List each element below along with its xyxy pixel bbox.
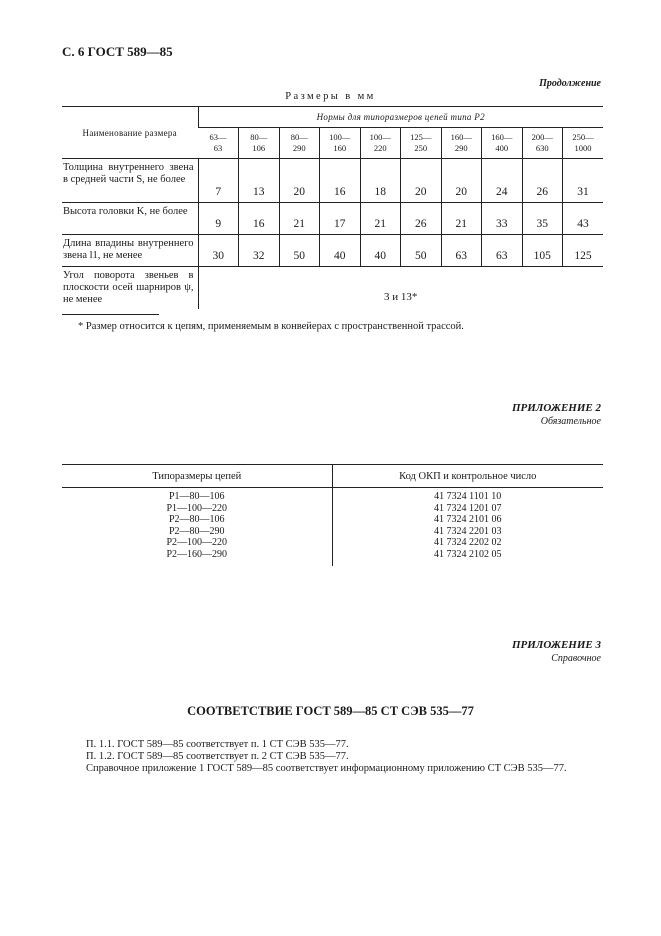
value-cell: 35	[522, 203, 563, 235]
range-header	[320, 128, 361, 159]
norms-header: Нормы для типоразмеров цепей типа Р2	[198, 107, 603, 128]
chain-size: Р2—80—290	[168, 525, 225, 537]
units-label: Размеры в мм	[285, 91, 376, 102]
range-to: 160	[333, 143, 347, 153]
continuation-label: Продолжение	[539, 78, 601, 89]
range-header	[401, 128, 442, 159]
row-name	[62, 159, 198, 203]
range-header	[482, 128, 523, 159]
value-cell: 18	[360, 159, 401, 203]
table-header-row	[62, 465, 603, 488]
value-cell: 13	[239, 159, 280, 203]
value-cell: 26	[401, 203, 442, 235]
range-to: 290	[292, 143, 306, 153]
chain-size: Р2—100—220	[166, 537, 228, 548]
value-cell: 16	[320, 159, 361, 203]
value-cell: 20	[279, 159, 320, 203]
dimensions-table	[62, 106, 603, 309]
okp-code: 41 7324 2102 05	[434, 548, 502, 560]
chain-size: Р1—80—106	[168, 491, 225, 502]
correspondence-line: П. 1.1. ГОСТ 589—85 соответствует п. 1 СТ СЭВ 535—77.	[86, 739, 349, 750]
table-row	[62, 267, 603, 309]
appendix-2-subtitle: Обязательное	[540, 416, 601, 427]
value-cell: 40	[360, 235, 401, 267]
value-cell: 40	[320, 235, 361, 267]
value-cell: 20	[401, 159, 442, 203]
row-name	[62, 203, 198, 235]
range-from: 80—	[290, 131, 308, 142]
value-cell: 20	[441, 159, 482, 203]
okp-code: 41 7324 2101 06	[434, 514, 502, 525]
range-header	[522, 128, 563, 159]
range-from: 80—	[250, 131, 268, 142]
range-from: 160—	[450, 131, 472, 142]
row-name	[62, 235, 198, 267]
range-to: 63	[213, 143, 223, 153]
row-name-text: Высота головки K, не более	[63, 206, 188, 217]
value-cell: 30	[198, 235, 239, 267]
okp-code: 41 7324 1101 10	[434, 491, 502, 502]
table-row	[62, 488, 603, 567]
range-from: 250—	[572, 131, 594, 142]
table-header-row	[62, 107, 603, 128]
correspondence-line: Справочное приложение 1 ГОСТ 589—85 соответствует информационному приложению СТ СЭВ 535—77.	[86, 763, 567, 774]
range-header	[563, 128, 604, 159]
sizes-list	[62, 488, 332, 567]
okp-code: 41 7324 2201 03	[434, 525, 502, 537]
value-cell: 9	[198, 203, 239, 235]
page-header: С. 6 ГОСТ 589—85	[62, 44, 173, 59]
row-name-text: Толщина внутреннего звена в средней части S, не более	[63, 162, 194, 185]
value-cell: 26	[522, 159, 563, 203]
table-row	[62, 159, 603, 203]
value-cell: 105	[522, 235, 563, 267]
range-header	[239, 128, 280, 159]
range-to: 220	[373, 143, 387, 153]
range-header	[360, 128, 401, 159]
value-cell: 24	[482, 159, 523, 203]
range-to: 630	[535, 143, 549, 153]
okp-codes-table	[62, 464, 603, 566]
range-from: 63—	[209, 131, 227, 142]
correspondence-line: П. 1.2. ГОСТ 589—85 соответствует п. 2 СТ СЭВ 535—77.	[86, 751, 349, 762]
codes-column-header: Код ОКП и контрольное число	[332, 465, 603, 488]
chain-size: Р2—80—106	[168, 514, 225, 525]
row-name	[62, 267, 198, 309]
okp-code: 41 7324 1201 07	[434, 502, 502, 514]
range-header	[441, 128, 482, 159]
chain-size: Р1—100—220	[166, 502, 228, 514]
value-cell: 50	[279, 235, 320, 267]
value-cell: 43	[563, 203, 604, 235]
name-column-header: Наименование размера	[62, 107, 198, 159]
table-row	[62, 203, 603, 235]
rotation-angle-value: 3 и 13*	[198, 267, 603, 309]
range-from: 100—	[329, 131, 351, 142]
sizes-column-header: Типоразмеры цепей	[62, 465, 332, 488]
value-cell: 7	[198, 159, 239, 203]
table-row	[62, 235, 603, 267]
value-cell: 32	[239, 235, 280, 267]
value-cell: 63	[482, 235, 523, 267]
okp-code: 41 7324 2202 02	[434, 537, 502, 548]
value-cell: 21	[360, 203, 401, 235]
range-from: 200—	[531, 131, 553, 142]
appendix-3-subtitle: Справочное	[551, 653, 601, 664]
value-cell: 31	[563, 159, 604, 203]
footnote: * Размер относится к цепям, применяемым в конвейерах с пространственной трассой.	[78, 321, 464, 332]
chain-size: Р2—160—290	[166, 548, 228, 560]
range-header	[198, 128, 239, 159]
range-to: 250	[414, 143, 428, 153]
row-name-text: Длина впадины внутреннего звена l1, не менее	[63, 238, 194, 261]
appendix-2-title: ПРИЛОЖЕНИЕ 2	[511, 402, 601, 414]
value-cell: 63	[441, 235, 482, 267]
correspondence-heading: СООТВЕТСТВИЕ ГОСТ 589—85 СТ СЭВ 535—77	[187, 704, 474, 718]
range-to: 1000	[574, 143, 592, 153]
value-cell: 33	[482, 203, 523, 235]
value-cell: 21	[279, 203, 320, 235]
range-header	[279, 128, 320, 159]
value-cell: 21	[441, 203, 482, 235]
range-to: 400	[495, 143, 509, 153]
row-name-text: Угол поворота звеньев в плоскости осей шарниров ψ, не менее	[63, 270, 194, 305]
range-from: 100—	[369, 131, 391, 142]
value-cell: 50	[401, 235, 442, 267]
range-from: 125—	[410, 131, 432, 142]
value-cell: 16	[239, 203, 280, 235]
value-cell: 125	[563, 235, 604, 267]
range-to: 290	[454, 143, 468, 153]
appendix-3-title: ПРИЛОЖЕНИЕ 3	[511, 639, 601, 651]
range-to: 106	[252, 143, 266, 153]
codes-list	[332, 488, 603, 567]
range-from: 160—	[491, 131, 513, 142]
footnote-divider	[62, 314, 159, 315]
value-cell: 17	[320, 203, 361, 235]
